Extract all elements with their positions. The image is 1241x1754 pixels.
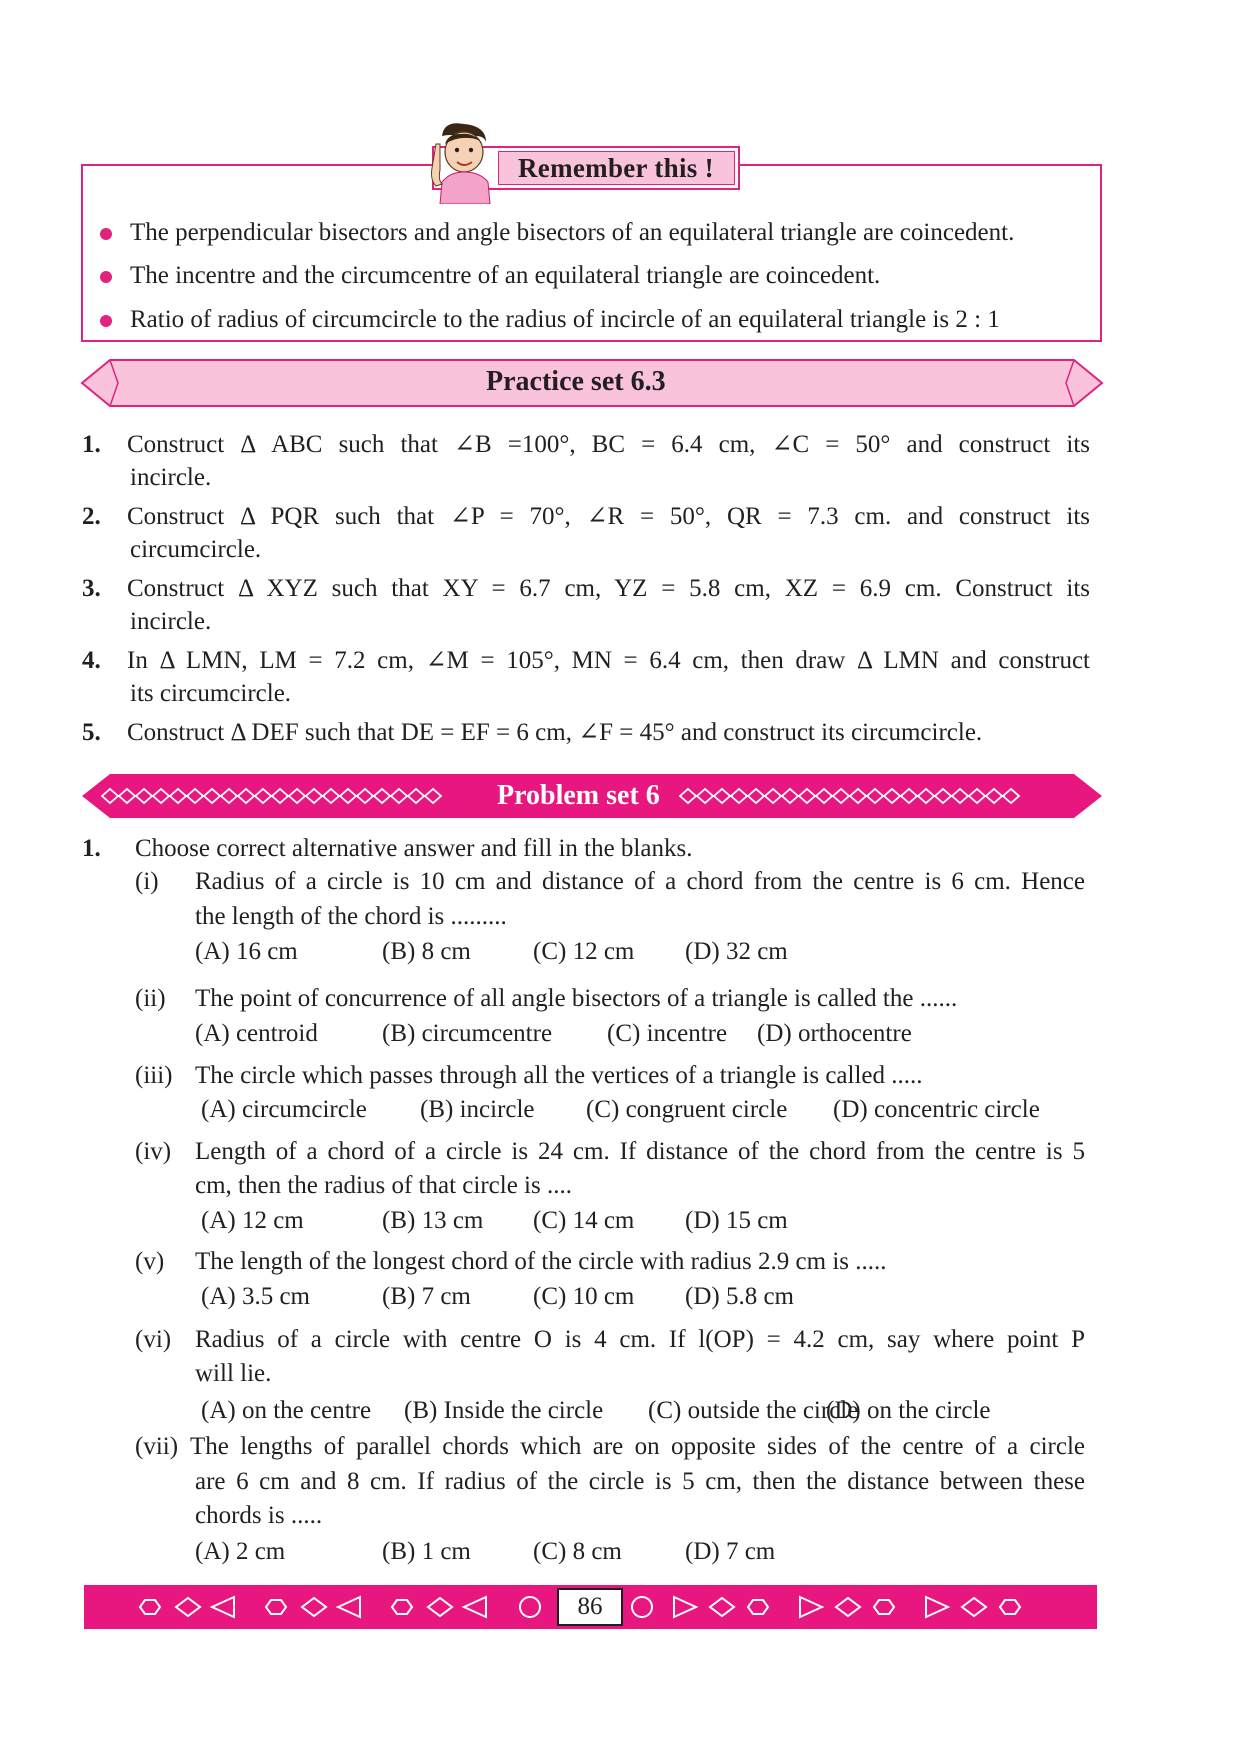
item-number: 1.	[82, 431, 101, 458]
sub-question-text: will lie.	[195, 1360, 272, 1387]
answer-option: (C) 12 cm	[533, 938, 635, 965]
item-number: 2.	[82, 503, 101, 530]
remember-bullet-text: Ratio of radius of circumcircle to the radius of incircle of an equilateral triangle is 2 : 1	[130, 306, 1000, 333]
answer-option: (A) 3.5 cm	[201, 1283, 310, 1310]
page-number: 86	[557, 1588, 623, 1626]
answer-option: (B) 8 cm	[382, 938, 471, 965]
sub-question-number: (ii)	[135, 985, 166, 1012]
answer-option: (A) centroid	[195, 1020, 318, 1047]
hexagon-icon	[1000, 1600, 1020, 1614]
answer-option: (C) 14 cm	[533, 1207, 635, 1234]
answer-option: (D) 5.8 cm	[685, 1283, 794, 1310]
bullet-icon	[100, 271, 112, 283]
sub-question-number: (vi)	[135, 1326, 172, 1353]
answer-option: (B) incircle	[420, 1096, 535, 1123]
question-number: 1.	[82, 835, 101, 862]
answer-option: (C) 10 cm	[533, 1283, 635, 1310]
item-number: 4.	[82, 647, 101, 674]
answer-option: (B) 1 cm	[382, 1538, 471, 1565]
answer-option: (D) 32 cm	[685, 938, 788, 965]
sub-question-text: cm, then the radius of that circle is ....	[195, 1172, 572, 1199]
triangle-right-icon	[926, 1597, 948, 1617]
sub-question-text: the length of the chord is .........	[195, 903, 507, 930]
sub-question-text: are 6 cm and 8 cm. If radius of the circle is 5 cm, then the distance between these	[195, 1468, 1085, 1495]
answer-option: (A) circumcircle	[201, 1096, 367, 1123]
sub-question-text: The circle which passes through all the vertices of a triangle is called .....	[195, 1062, 923, 1089]
practice-set-title: Practice set 6.3	[486, 366, 666, 397]
answer-option: (D) concentric circle	[833, 1096, 1040, 1123]
sub-question-number: (v)	[135, 1248, 165, 1275]
remember-bullet-text: The perpendicular bisectors and angle bisectors of an equilateral triangle are coincedent.	[130, 219, 1015, 246]
diamond-icon	[710, 1598, 734, 1616]
answer-option: (C) outside the circle	[648, 1397, 859, 1424]
remember-bullet-text: The incentre and the circumcentre of an equilateral triangle are coincedent.	[130, 262, 881, 289]
bullet-icon	[100, 315, 112, 327]
sub-question-number: (iii)	[135, 1062, 173, 1089]
answer-option: (A) 12 cm	[201, 1207, 304, 1234]
hexagon-icon	[874, 1600, 894, 1614]
diamond-icon	[302, 1598, 326, 1616]
item-number: 3.	[82, 575, 101, 602]
answer-option: (A) 16 cm	[195, 938, 298, 965]
answer-option: (C) 8 cm	[533, 1538, 622, 1565]
item-text: In Δ LMN, LM = 7.2 cm, ∠M = 105°, MN = 6.4 cm, then draw Δ LMN and construct	[127, 647, 1090, 674]
triangle-left-icon	[464, 1597, 486, 1617]
triangle-left-icon	[338, 1597, 360, 1617]
sub-question-text: Radius of a circle is 10 cm and distance of a chord from the centre is 6 cm. Hence	[195, 868, 1085, 895]
hexagon-icon	[140, 1600, 160, 1614]
answer-option: (B) Inside the circle	[404, 1397, 604, 1424]
answer-option: (D) 15 cm	[685, 1207, 788, 1234]
answer-option: (C) incentre	[607, 1020, 728, 1047]
question-text: Choose correct alternative answer and fill in the blanks.	[135, 835, 693, 862]
item-number: 5.	[82, 719, 101, 746]
sub-question-text: The length of the longest chord of the circle with radius 2.9 cm is .....	[195, 1248, 887, 1275]
answer-option: (D) on the circle	[826, 1397, 991, 1424]
diamond-icon	[962, 1598, 986, 1616]
item-text: Construct Δ XYZ such that XY = 6.7 cm, YZ = 5.8 cm, XZ = 6.9 cm. Construct its	[127, 575, 1090, 602]
item-text-continued: its circumcircle.	[130, 680, 292, 707]
circle-icon	[520, 1597, 540, 1617]
sub-question-number: (i)	[135, 868, 159, 895]
triangle-left-icon	[212, 1597, 234, 1617]
problem-set-title: Problem set 6	[497, 780, 660, 811]
sub-question-number: (iv)	[135, 1138, 172, 1165]
hexagon-icon	[748, 1600, 768, 1614]
item-text-continued: incircle.	[130, 464, 212, 491]
sub-question-text: The lengths of parallel chords which are on opposite sides of the centre of a circle	[190, 1433, 1085, 1460]
answer-option: (B) 13 cm	[382, 1207, 484, 1234]
item-text: Construct Δ DEF such that DE = EF = 6 cm, ∠F = 45° and construct its circumcircle.	[127, 719, 983, 746]
triangle-right-icon	[800, 1597, 822, 1617]
sub-question-text: Radius of a circle with centre O is 4 cm. If l(OP) = 4.2 cm, say where point P	[195, 1326, 1085, 1353]
diamond-icon	[176, 1598, 200, 1616]
item-text: Construct Δ PQR such that ∠P = 70°, ∠R = 50°, QR = 7.3 cm. and construct its	[127, 503, 1090, 530]
item-text-continued: circumcircle.	[130, 536, 262, 563]
diamond-icon	[428, 1598, 452, 1616]
answer-option: (A) on the centre	[201, 1397, 372, 1424]
hexagon-icon	[266, 1600, 286, 1614]
sub-question-text: The point of concurrence of all angle bisectors of a triangle is called the ......	[195, 985, 958, 1012]
boy-illustration-icon	[428, 122, 500, 204]
remember-title: Remember this !	[518, 153, 714, 183]
answer-option: (D) orthocentre	[757, 1020, 912, 1047]
sub-question-text: Length of a chord of a circle is 24 cm. If distance of the chord from the centre is 5	[195, 1138, 1085, 1165]
circle-icon	[632, 1597, 652, 1617]
item-text: Construct Δ ABC such that ∠B =100°, BC = 6.4 cm, ∠C = 50° and construct its	[127, 431, 1090, 458]
bullet-icon	[100, 228, 112, 240]
answer-option: (A) 2 cm	[195, 1538, 286, 1565]
triangle-right-icon	[674, 1597, 696, 1617]
sub-question-text: chords is .....	[195, 1502, 323, 1529]
answer-option: (B) circumcentre	[382, 1020, 553, 1047]
sub-question-number: (vii)	[135, 1433, 179, 1460]
hexagon-icon	[392, 1600, 412, 1614]
answer-option: (D) 7 cm	[685, 1538, 776, 1565]
diamond-icon	[836, 1598, 860, 1616]
item-text-continued: incircle.	[130, 608, 212, 635]
answer-option: (B) 7 cm	[382, 1283, 471, 1310]
answer-option: (C) congruent circle	[586, 1096, 788, 1123]
